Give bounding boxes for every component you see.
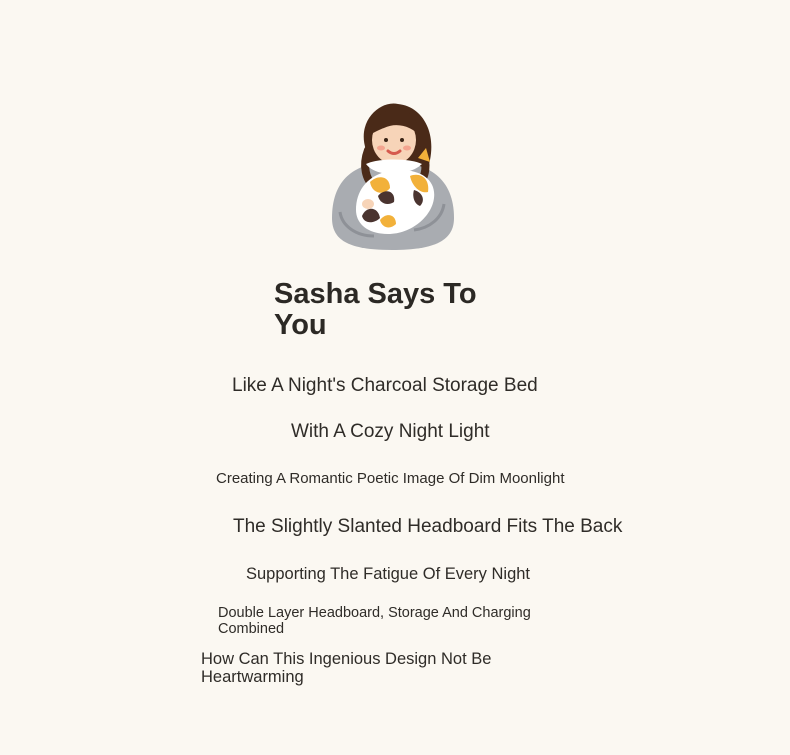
text-line-storage-bed: Like A Night's Charcoal Storage Bed [232, 375, 538, 396]
avatar-illustration [326, 100, 458, 252]
text-line-night-light: With A Cozy Night Light [291, 421, 490, 442]
text-line-moonlight: Creating A Romantic Poetic Image Of Dim Moonlight [216, 470, 565, 487]
text-line-double-layer: Double Layer Headboard, Storage And Charging Combined [218, 605, 531, 637]
page-title: Sasha Says To You [274, 278, 477, 341]
text-line-heartwarming: How Can This Ingenious Design Not Be Heartwarming [201, 650, 492, 686]
text-line-headboard: The Slightly Slanted Headboard Fits The Back [233, 516, 623, 537]
text-line-fatigue: Supporting The Fatigue Of Every Night [246, 565, 531, 583]
